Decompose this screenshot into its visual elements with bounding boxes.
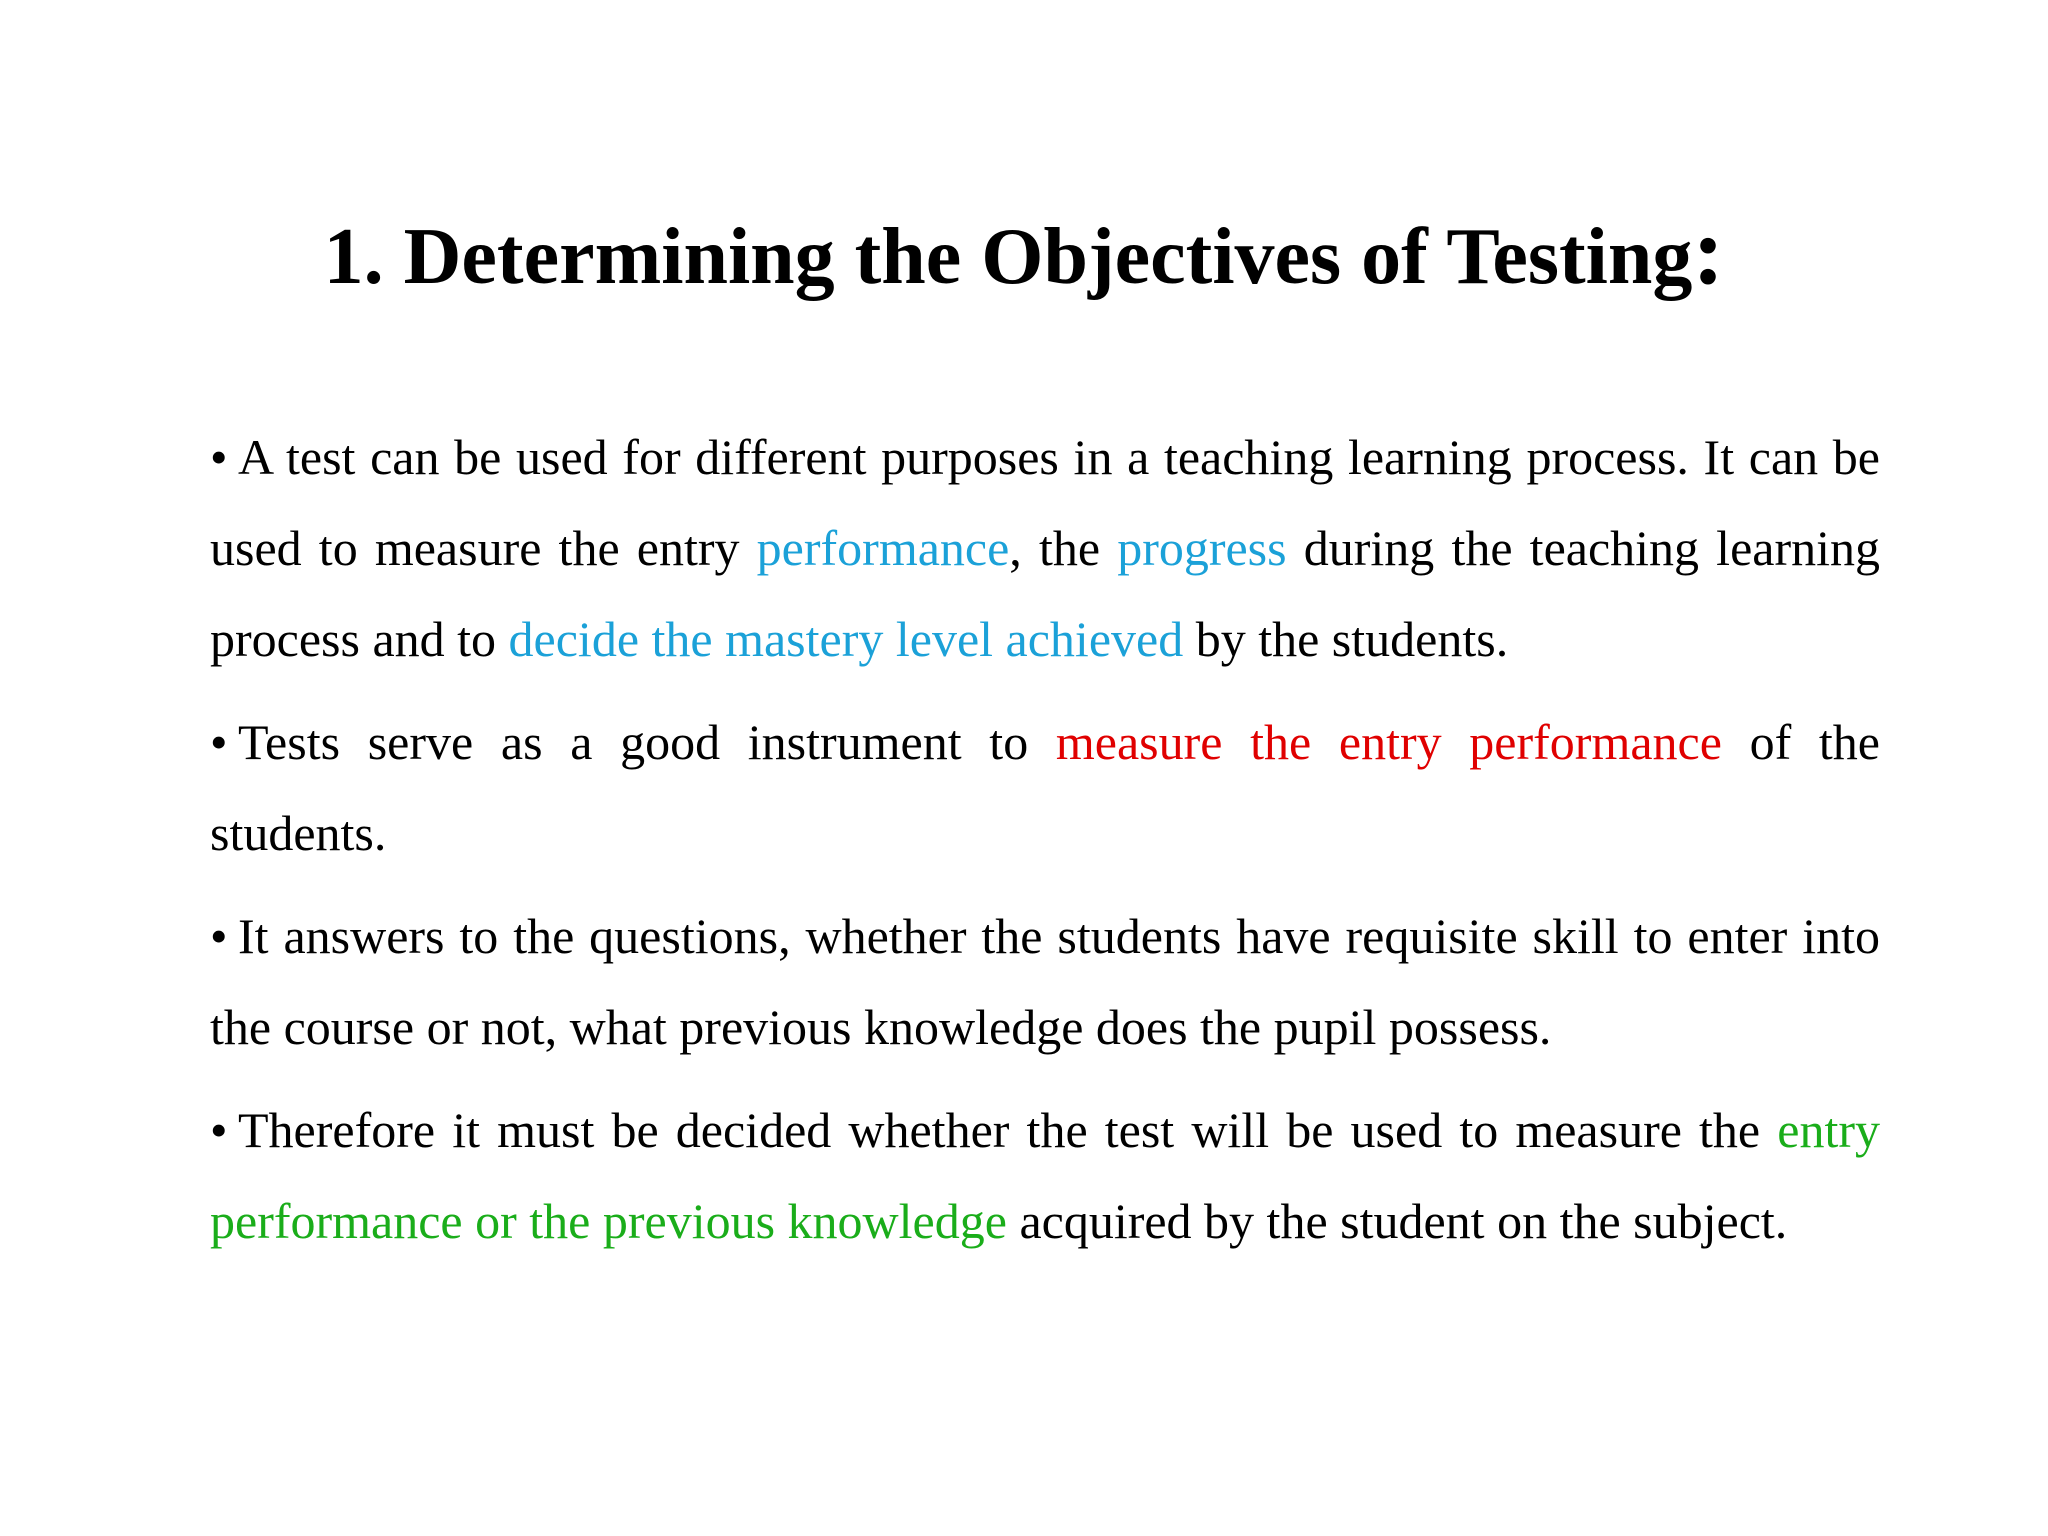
bullet-item-1 (210, 412, 1880, 685)
bullet-1-highlight-progress: progress (1117, 520, 1287, 576)
bullet-1-highlight-performance: performance (756, 520, 1010, 576)
bullet-2-text-1: Tests serve as a good instrument to (238, 714, 1056, 770)
bullet-icon: • (210, 908, 228, 964)
bullet-icon: • (210, 714, 228, 770)
bullet-item-4 (210, 1085, 1880, 1267)
bullet-1-text-3: during the teaching learning process and to (210, 520, 1880, 667)
bullet-2-highlight-entry-performance: measure the entry performance (1055, 714, 1722, 770)
slide-title-text: 1. Determining the Objectives of Testing (323, 213, 1693, 301)
bullet-item-2 (210, 697, 1880, 879)
bullet-3-text-1: It answers to the questions, whether the students have requisite skill to enter into the course or not, what previous knowledge does the pupil possess. (210, 908, 1880, 1055)
bullet-list (210, 412, 1880, 1279)
bullet-1-text-2: , the (1009, 520, 1118, 576)
bullet-icon: • (210, 1102, 228, 1158)
bullet-item-3 (210, 891, 1880, 1073)
bullet-1-text-4: by the students. (1183, 611, 1509, 667)
bullet-4-highlight-previous-knowledge: entry performance or the previous knowledge (210, 1102, 1880, 1249)
bullet-4-text-1: Therefore it must be decided whether the test will be used to measure the (238, 1102, 1778, 1158)
bullet-icon: • (210, 429, 228, 485)
slide-title (0, 196, 2048, 312)
bullet-4-text-2: acquired by the student on the subject. (1006, 1193, 1788, 1249)
slide-title-colon: : (1692, 197, 1725, 304)
bullet-1-highlight-mastery: decide the mastery level achieved (508, 611, 1184, 667)
bullet-1-text-1: A test can be used for different purposes in a teaching learning process. It can be used to measure the entry (210, 429, 1880, 576)
bullet-2-text-2: of the students. (210, 714, 1880, 861)
